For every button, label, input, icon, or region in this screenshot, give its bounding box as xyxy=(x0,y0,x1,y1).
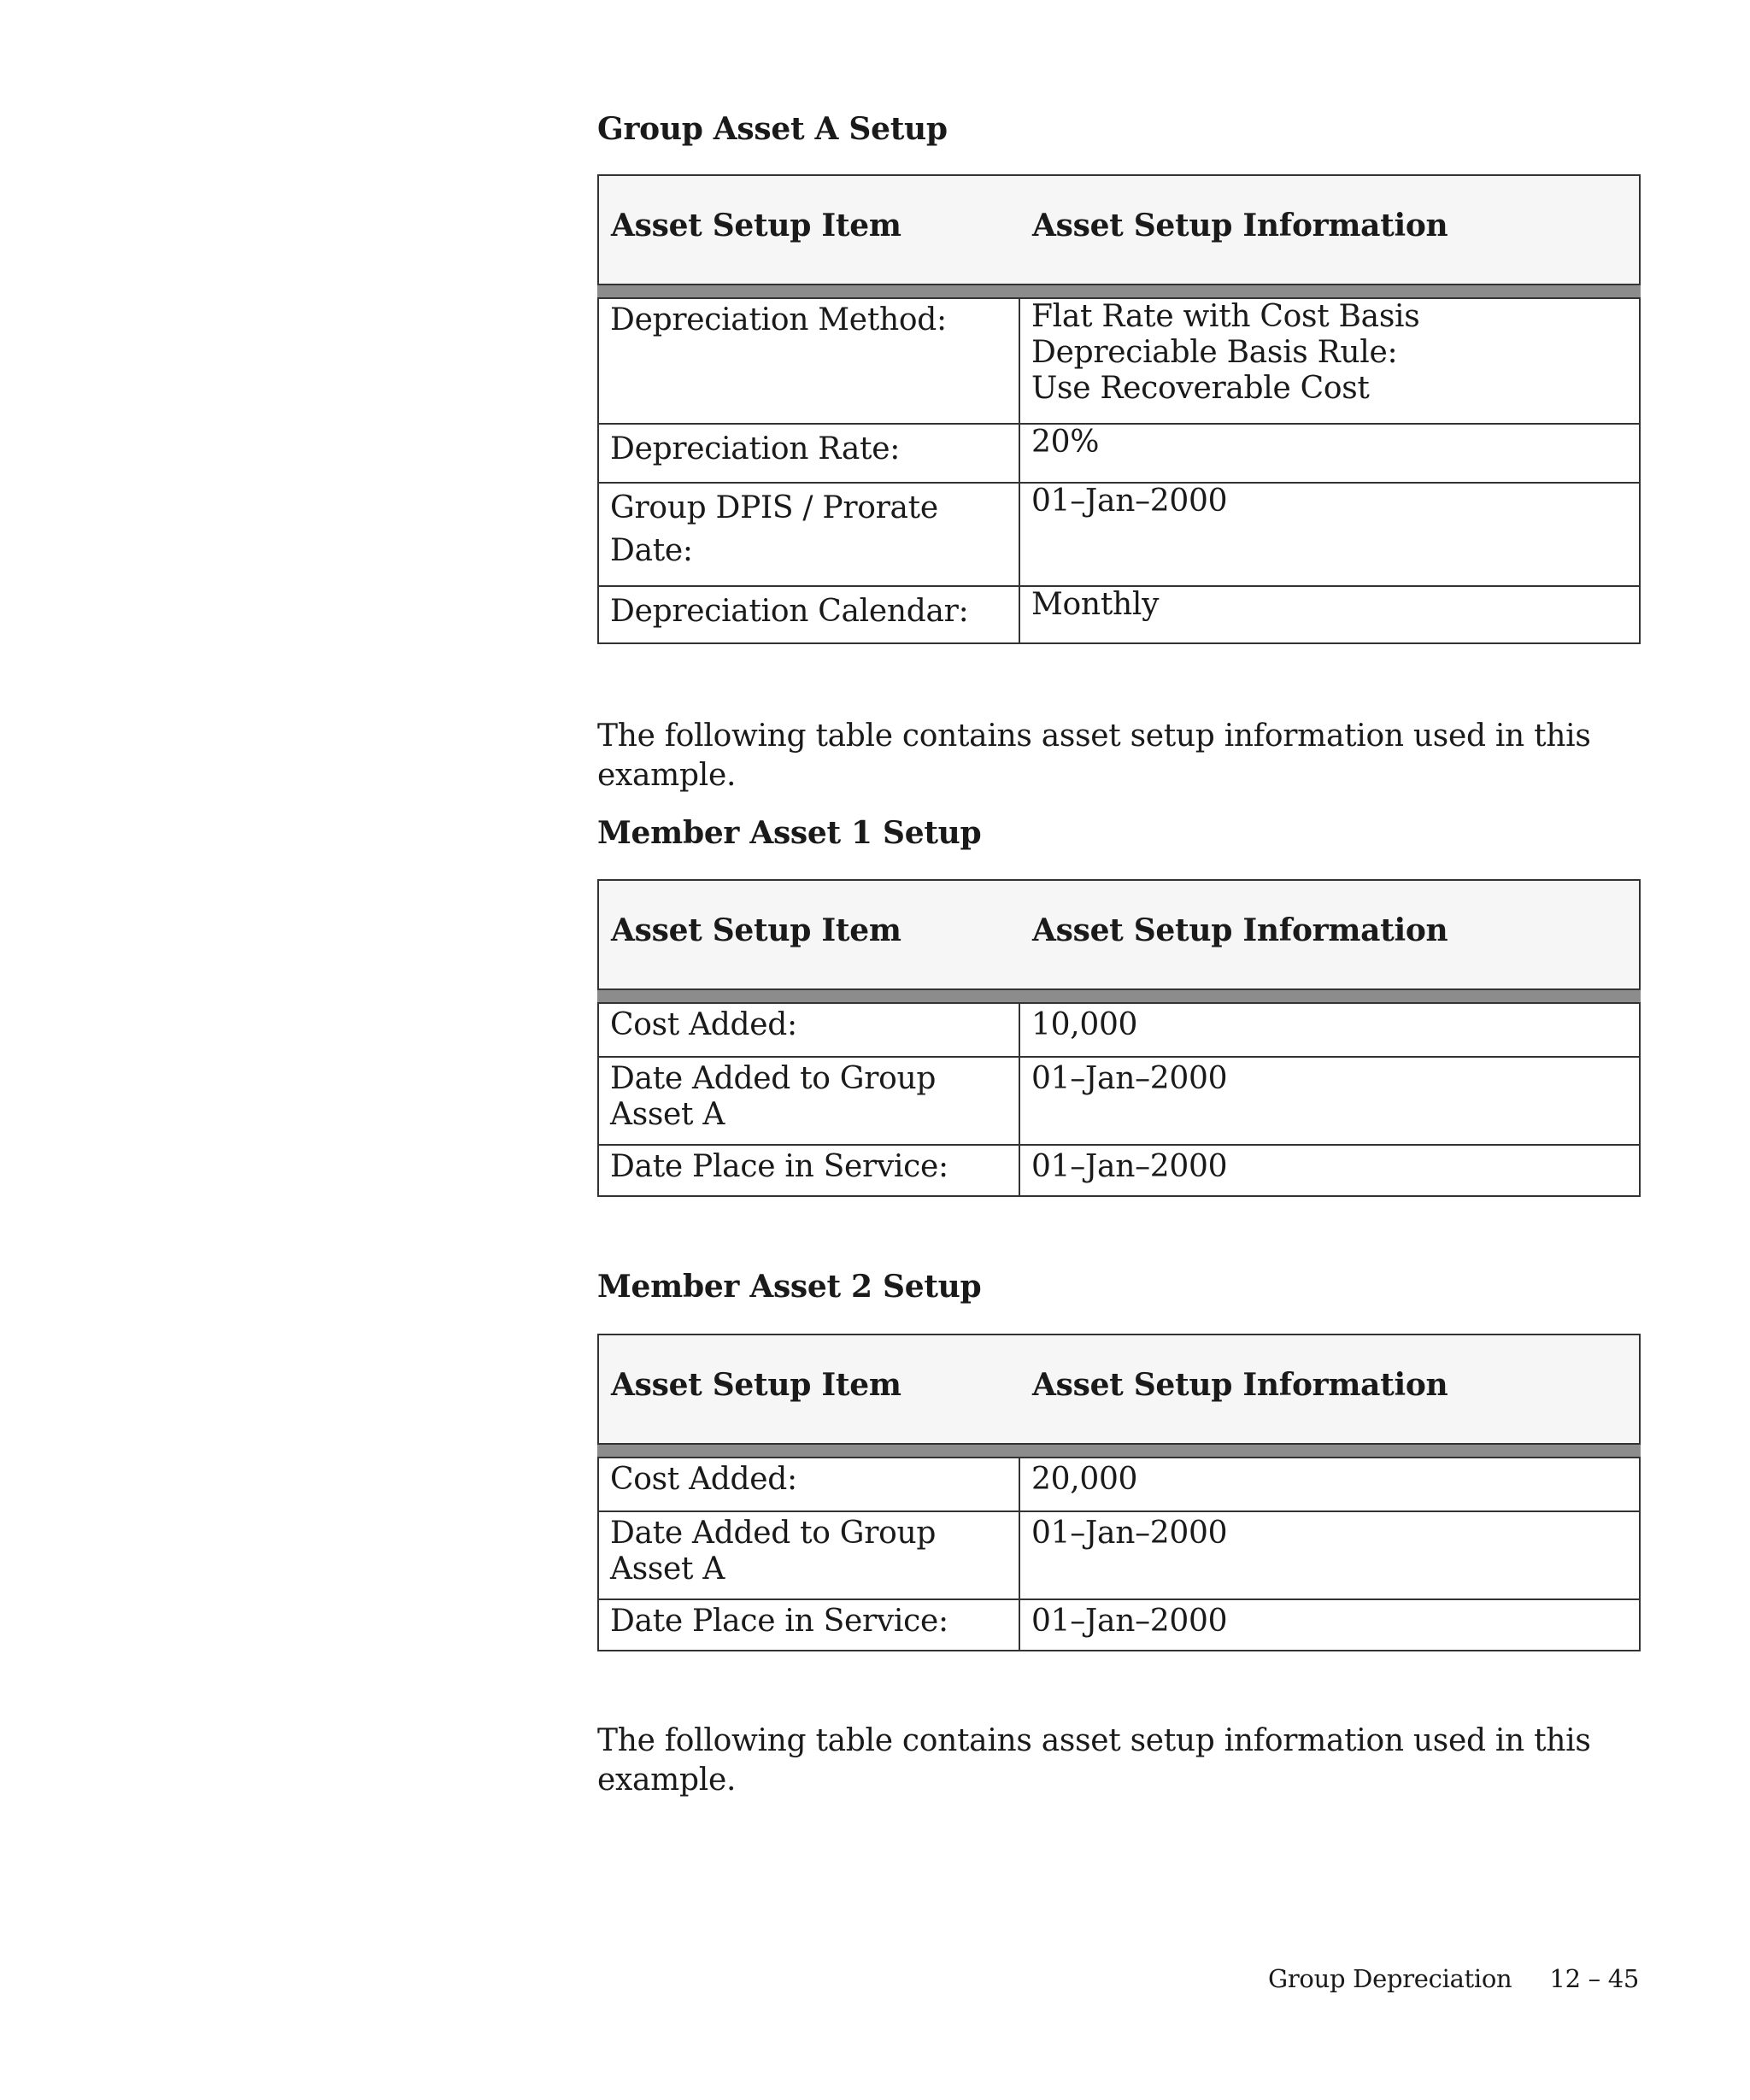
table-row xyxy=(599,482,1639,585)
table-header xyxy=(597,879,1641,990)
column-header-information: Asset Setup Information xyxy=(1032,208,1448,243)
info-cell: 01–Jan–2000 xyxy=(1031,1604,1228,1639)
info-cell: 01–Jan–2000 xyxy=(1031,1061,1228,1096)
info-cell: 01–Jan–2000 xyxy=(1031,484,1228,519)
column-header-item: Asset Setup Item xyxy=(611,912,901,948)
info-line: Depreciable Basis Rule: xyxy=(1031,335,1398,370)
table-row xyxy=(599,1002,1639,1056)
table-header xyxy=(597,1334,1641,1445)
info-cell xyxy=(1020,299,1639,423)
footer-section-title: Group Depreciation xyxy=(1268,1964,1512,1993)
group-asset-a-table xyxy=(597,174,1641,644)
page-number: 12 – 45 xyxy=(1549,1964,1640,1993)
item-cell: Date Place in Service: xyxy=(599,1146,1020,1195)
item-cell xyxy=(599,1512,1020,1598)
intro-paragraph-1: The following table contains asset setup information used in this example. xyxy=(597,719,1591,793)
info-cell: 20% xyxy=(1031,425,1100,460)
table-row xyxy=(599,1598,1639,1650)
table-row xyxy=(599,423,1639,482)
item-cell: Depreciation Method: xyxy=(599,299,1020,423)
table-row xyxy=(599,297,1639,423)
member-asset-1-table xyxy=(597,879,1641,1197)
table-row xyxy=(599,585,1639,642)
column-header-information: Asset Setup Information xyxy=(1032,1367,1448,1403)
info-cell: 10,000 xyxy=(1031,1007,1138,1042)
table-row xyxy=(599,1144,1639,1195)
info-line: Flat Rate with Cost Basis xyxy=(1031,299,1420,334)
table-row xyxy=(599,1457,1639,1510)
item-cell: Cost Added: xyxy=(599,1004,1020,1056)
item-cell: Group DPIS / Prorate Date: xyxy=(599,484,1020,585)
header-separator xyxy=(597,1445,1641,1457)
item-cell: Depreciation Calendar: xyxy=(599,587,1020,642)
info-line: Use Recoverable Cost xyxy=(1031,371,1370,406)
group-asset-a-heading: Group Asset A Setup xyxy=(597,111,948,147)
info-cell: Monthly xyxy=(1031,587,1160,622)
table-header xyxy=(597,174,1641,285)
column-header-information: Asset Setup Information xyxy=(1032,912,1448,948)
member-asset-1-heading: Member Asset 1 Setup xyxy=(597,815,982,851)
table-body xyxy=(597,1457,1641,1651)
item-line: Date Added to Group xyxy=(610,1061,937,1096)
item-cell xyxy=(599,1058,1020,1144)
info-cell: 01–Jan–2000 xyxy=(1031,1149,1228,1184)
table-row xyxy=(599,1056,1639,1144)
header-separator xyxy=(597,285,1641,297)
header-separator xyxy=(597,990,1641,1002)
table-body xyxy=(597,1002,1641,1197)
item-cell: Depreciation Rate: xyxy=(599,425,1020,482)
info-cell: 20,000 xyxy=(1031,1462,1138,1497)
item-line: Asset A xyxy=(610,1097,725,1132)
item-line: Date Added to Group xyxy=(610,1516,937,1551)
table-row xyxy=(599,1510,1639,1598)
column-header-item: Asset Setup Item xyxy=(611,1367,901,1403)
page-footer xyxy=(1268,1963,1639,1994)
table-body xyxy=(597,297,1641,644)
member-asset-2-table xyxy=(597,1334,1641,1651)
item-cell: Cost Added: xyxy=(599,1458,1020,1510)
intro-paragraph-2: The following table contains asset setup information used in this example. xyxy=(597,1723,1591,1798)
member-asset-2-heading: Member Asset 2 Setup xyxy=(597,1269,982,1305)
info-cell: 01–Jan–2000 xyxy=(1031,1516,1228,1551)
item-line: Asset A xyxy=(610,1552,725,1587)
item-cell: Date Place in Service: xyxy=(599,1600,1020,1650)
column-header-item: Asset Setup Item xyxy=(611,208,901,243)
